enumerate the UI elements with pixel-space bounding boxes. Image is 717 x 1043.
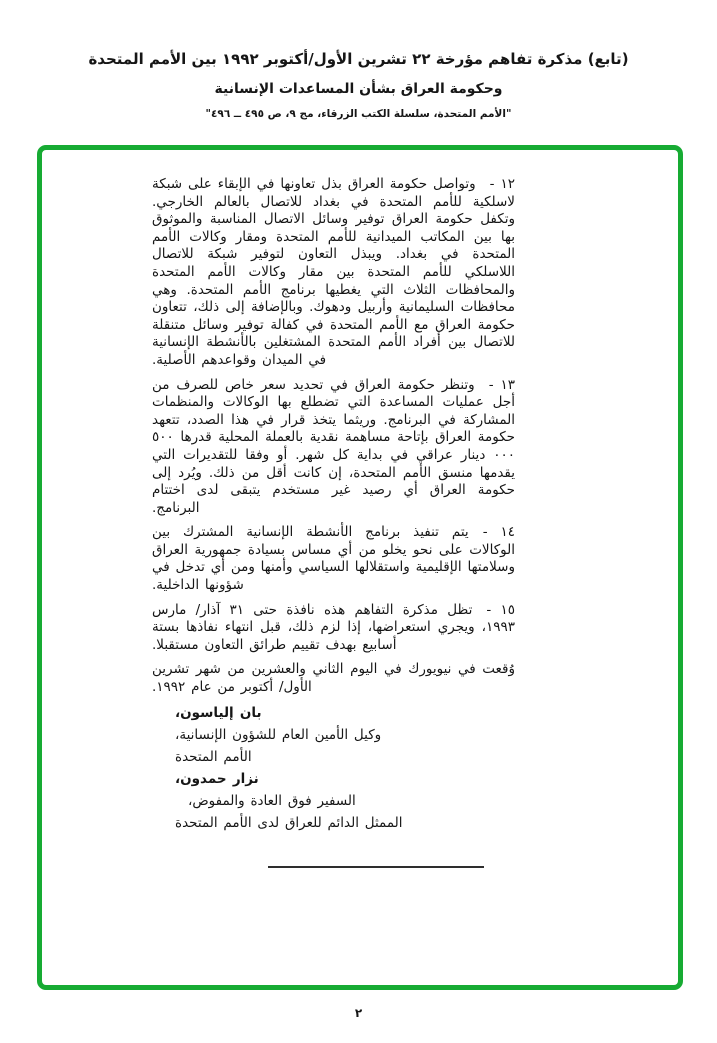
paragraph-text: وتواصل حكومة العراق بذل تعاونها في الإبقاء على شبكة لاسلكية للأمم المتحدة في بغداد للاتصال بالعالم الخارجي. وتكفل حكومة العراق توفير وسائل الاتصال المناسبة والموثوق بها بين المكاتب الميدانية للأمم المتحدة ومقار وكالات الأمم المتحدة في بغداد. ويبذل التعاون لتوفير شبكة للاتصال اللاسلكي للأمم المتحدة بين مقار وكالات الأمم المتحدة والمحافظات الثلاث التي يغطيها برنامج الأمم المتحدة. وهي محافظات السليمانية وأربيل ودهوك. وبالإضافة إلى ذلك، تتعاون حكومة العراق مع الأمم المتحدة في كفالة توفير وسائل متنقلة للاتصال بين أفراد الأمم المتحدة المشتغلين بالأنشطة الإنسانية في الميدان وقواعدهم الأصلية. [152,176,515,368]
paragraph-number: ١٥ - [486,601,515,618]
header-title-line-1: (تابع) مذكرة تفاهم مؤرخة ٢٢ تشرين الأول/أكتوبر ١٩٩٢ بين الأمم المتحدة [88,50,629,68]
paragraph [152,524,515,594]
paragraph-number: ١٢ - [489,176,515,192]
source-citation: "الأمم المتحدة، سلسلة الكتب الزرقاء، مج ٩، ص ٤٩٥ ــ ٤٩٦" [205,108,512,120]
paragraph [152,602,515,655]
document-header [0,50,717,121]
closing-statement: وُقعت في نيويورك في اليوم الثاني والعشرين من شهر تشرين الأول/ أكتوبر من عام ١٩٩٢. [152,661,515,696]
paragraph-number: ١٤ - [482,524,515,541]
signature-line: وكيل الأمين العام للشؤون الإنسانية، [175,726,382,743]
signature-line: السفير فوق العادة والمفوض، [188,792,356,809]
paragraph-number: ١٣ - [488,376,515,393]
page-number: ٢ [354,1006,363,1020]
paragraph [152,377,515,518]
paragraph [152,176,515,370]
document-body [152,176,515,868]
signature-line: الممثل الدائم للعراق لدى الأمم المتحدة [175,814,403,831]
paragraph-text: وتنظر حكومة العراق في تحديد سعر خاص للصرف من أجل عمليات المساعدة التي تضطلع بها الوكالات والمنظمات المشاركة في البرنامج. وريثما يتخذ قرار في هذا الصدد، تتعهد حكومة العراق بإتاحة مساهمة نقدية بالعملة المحلية قدرها ‪٥٠٠ ٠٠٠‬ دينار عراقي في بداية كل شهر. أو وفقا للتقديرات التي يقدمها منسق الأمم المتحدة، إن كانت أقل من ذلك. ويُرد إلى حكومة العراق أي رصيد غير مستخدم يتبقى لدى اختتام البرنامج. [152,376,515,516]
header-title-line-2: وحكومة العراق بشأن المساعدات الإنسانية [214,81,503,97]
divider-line [268,866,484,868]
paragraph-list [152,176,515,654]
signature-line: بان إلياسون، [175,704,262,721]
paragraph-text: تظل مذكرة التفاهم هذه نافذة حتى ٣١ آذار/ مارس ١٩٩٣، ويجري استعراضها، إذا لزم ذلك، قبل انتهاء نفاذها بستة أسابيع بهدف تقييم طرائق التعاون مستقبلا. [152,601,515,653]
signature-line: الأمم المتحدة [175,748,252,765]
signature-block [152,704,515,832]
signature-line: نزار حمدون، [175,770,259,787]
paragraph-text: يتم تنفيذ برنامج الأنشطة الإنسانية المشترك بين الوكالات على نحو يخلو من أي مساس بسيادة جمهورية العراق وسلامتها الإقليمية واستقلالها السياسي وأمنها ومن أي تدخل في شؤونها الداخلية. [152,524,515,594]
